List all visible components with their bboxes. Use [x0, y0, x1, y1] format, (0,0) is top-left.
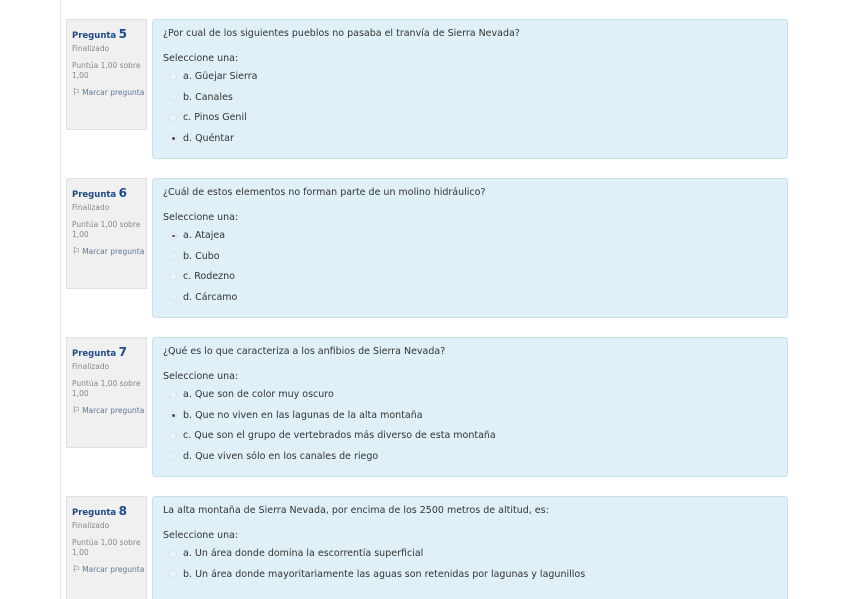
answer-option[interactable]: c. Rodezno — [163, 267, 777, 288]
answer-prompt: Seleccione una: — [163, 53, 239, 64]
radio-button[interactable] — [169, 550, 177, 558]
answer-option[interactable]: a. Atajea — [163, 226, 777, 247]
radio-button[interactable] — [169, 93, 177, 101]
question-state: Finalizado — [72, 362, 110, 372]
flag-question-link[interactable]: ⚐ Marcar pregunta — [72, 405, 145, 416]
answer-option[interactable]: c. Pinos Genil — [163, 108, 777, 129]
question-formulation — [152, 178, 788, 318]
answer-options — [163, 544, 777, 585]
question-formulation — [152, 19, 788, 159]
answer-option[interactable]: d. Quéntar — [163, 129, 777, 150]
answer-option[interactable]: b. Canales — [163, 88, 777, 109]
question-text: ¿Cuál de estos elementos no forman parte de un molino hidráulico? — [163, 187, 486, 198]
flag-question-link[interactable]: ⚐ Marcar pregunta — [72, 564, 145, 575]
radio-button[interactable] — [169, 252, 177, 260]
answer-option[interactable]: a. Güejar Sierra — [163, 67, 777, 88]
answer-prompt: Seleccione una: — [163, 212, 239, 223]
answer-option[interactable]: b. Cubo — [163, 247, 777, 268]
question-state: Finalizado — [72, 44, 110, 54]
answer-option[interactable]: d. Cárcamo — [163, 288, 777, 309]
radio-button[interactable] — [169, 273, 177, 281]
question-info — [66, 19, 147, 130]
question-number: Pregunta 8 — [72, 504, 127, 518]
question-info — [66, 337, 147, 448]
radio-button[interactable] — [169, 114, 177, 122]
question-state: Finalizado — [72, 521, 110, 531]
question-grade: Puntúa 1,00 sobre 1,00 — [72, 378, 141, 398]
flag-icon[interactable]: ⚐ — [72, 87, 81, 98]
question-text: La alta montaña de Sierra Nevada, por encima de los 2500 metros de altitud, es: — [163, 505, 549, 516]
question-info — [66, 496, 147, 599]
radio-button[interactable] — [169, 293, 177, 301]
answer-prompt: Seleccione una: — [163, 530, 239, 541]
radio-button[interactable] — [169, 73, 177, 81]
question-info — [66, 178, 147, 289]
left-divider — [60, 0, 61, 599]
radio-button-checked[interactable] — [169, 411, 177, 419]
question-grade: Puntúa 1,00 sobre 1,00 — [72, 537, 141, 557]
radio-button[interactable] — [169, 570, 177, 578]
flag-icon[interactable]: ⚐ — [72, 246, 81, 257]
answer-options — [163, 385, 777, 467]
flag-icon[interactable]: ⚐ — [72, 564, 81, 575]
answer-option[interactable]: b. Un área donde mayoritariamente las aguas son retenidas por lagunas y lagunillos — [163, 565, 777, 586]
answer-options — [163, 226, 777, 308]
question-state: Finalizado — [72, 203, 110, 213]
radio-button-checked[interactable] — [169, 134, 177, 142]
flag-question-link[interactable]: ⚐ Marcar pregunta — [72, 87, 145, 98]
question-formulation — [152, 496, 788, 599]
radio-button[interactable] — [169, 452, 177, 460]
answer-option[interactable]: d. Que viven sólo en los canales de riego — [163, 447, 777, 468]
question-grade: Puntúa 1,00 sobre 1,00 — [72, 219, 141, 239]
question-text: ¿Qué es lo que caracteriza a los anfibios de Sierra Nevada? — [163, 346, 446, 357]
question-number: Pregunta 7 — [72, 345, 127, 359]
answer-option[interactable]: a. Un área donde domina la escorrentía superficial — [163, 544, 777, 565]
flag-icon[interactable]: ⚐ — [72, 405, 81, 416]
question-formulation — [152, 337, 788, 477]
answer-option[interactable]: b. Que no viven en las lagunas de la alta montaña — [163, 406, 777, 427]
radio-button-checked[interactable] — [169, 232, 177, 240]
question-number: Pregunta 6 — [72, 186, 127, 200]
question-number: Pregunta 5 — [72, 27, 127, 41]
flag-question-link[interactable]: ⚐ Marcar pregunta — [72, 246, 145, 257]
answer-option[interactable]: a. Que son de color muy oscuro — [163, 385, 777, 406]
radio-button[interactable] — [169, 432, 177, 440]
question-grade: Puntúa 1,00 sobre 1,00 — [72, 60, 141, 80]
question-text: ¿Por cual de los siguientes pueblos no pasaba el tranvía de Sierra Nevada? — [163, 28, 520, 39]
answer-prompt: Seleccione una: — [163, 371, 239, 382]
answer-options — [163, 67, 777, 149]
radio-button[interactable] — [169, 391, 177, 399]
answer-option[interactable]: c. Que son el grupo de vertebrados más diverso de esta montaña — [163, 426, 777, 447]
